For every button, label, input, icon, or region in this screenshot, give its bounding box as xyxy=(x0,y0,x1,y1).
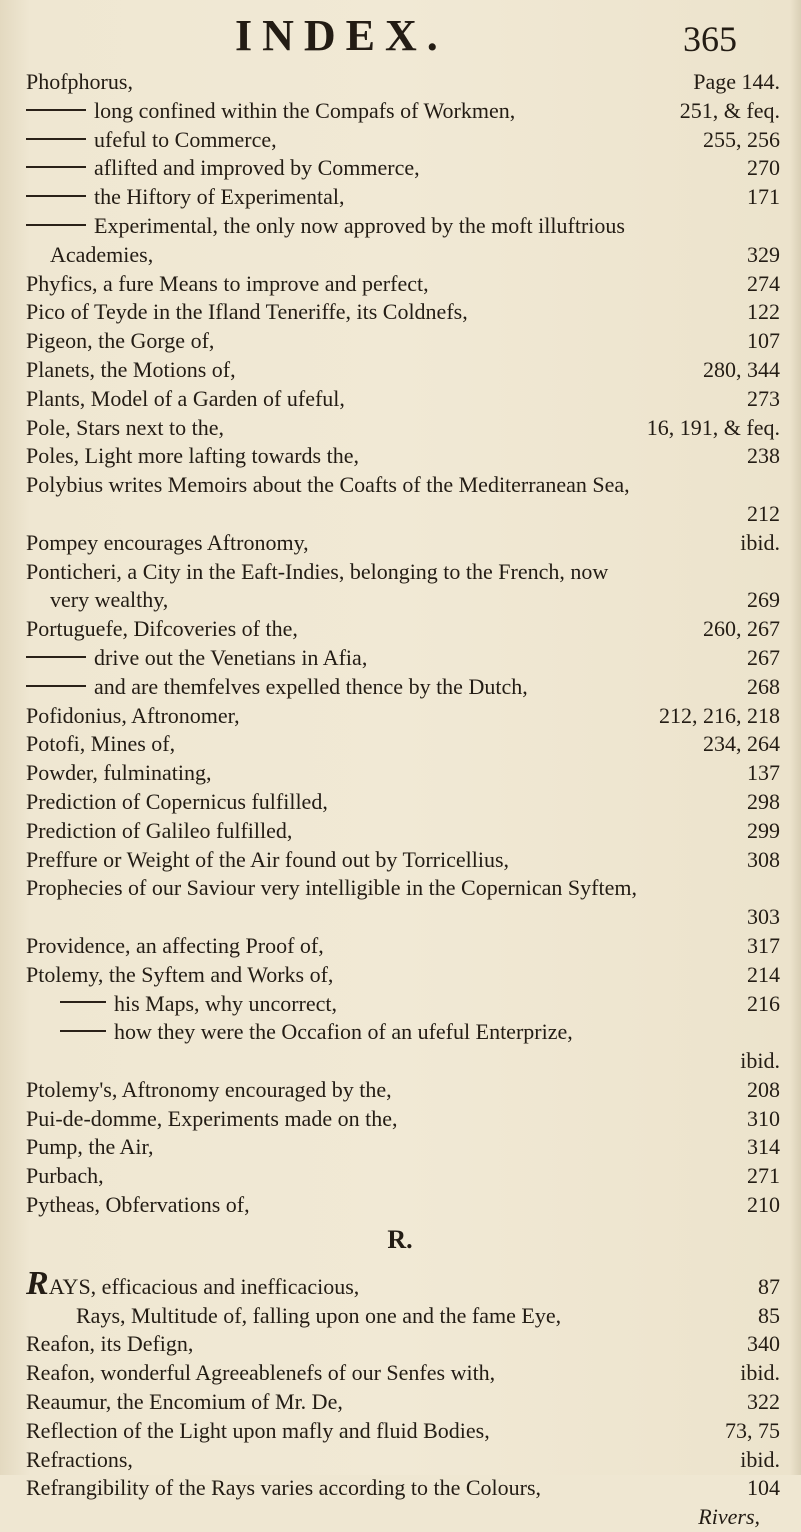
entry-page-ref: ibid. xyxy=(740,1446,780,1472)
entry-text xyxy=(20,673,737,702)
entry-text xyxy=(20,932,737,961)
entry-page-ref: 212 xyxy=(747,500,780,526)
entry-text xyxy=(20,644,737,673)
entry-label: ufeful to Commerce, xyxy=(94,126,277,152)
entry-text xyxy=(20,615,693,644)
index-entry xyxy=(20,212,780,241)
entry-label: his Maps, why uncorrect, xyxy=(114,990,338,1016)
index-entry xyxy=(20,1417,780,1446)
entry-page-ref: 322 xyxy=(747,1389,780,1415)
entry-page-ref: 340 xyxy=(747,1331,780,1357)
entry-label: Purbach, xyxy=(26,1163,104,1189)
entry-label: Pompey encourages Aftronomy, xyxy=(26,529,309,555)
entry-label: Reafon, its Defign, xyxy=(26,1331,194,1357)
entry-label: Pytheas, Obfervations of, xyxy=(26,1192,250,1218)
entry-text xyxy=(20,846,737,875)
index-entry xyxy=(20,500,780,529)
entry-label: AYS, efficacious and inefficacious, xyxy=(48,1273,360,1299)
entry-page-ref: 212, 216, 218 xyxy=(659,702,780,728)
entry-label: Prediction of Galileo fulfilled, xyxy=(26,817,293,843)
entry-text xyxy=(20,961,737,990)
entry-page-ref: 104 xyxy=(747,1475,780,1501)
entry-label: Pole, Stars next to the, xyxy=(26,414,224,440)
entry-text xyxy=(20,68,683,97)
entry-label: Pofidonius, Aftronomer, xyxy=(26,702,240,728)
entry-page-ref: 85 xyxy=(758,1302,780,1328)
entry-text xyxy=(20,529,730,558)
entry-text xyxy=(20,730,693,759)
entry-text xyxy=(20,212,770,241)
index-entry xyxy=(20,356,780,385)
entry-label: Powder, fulminating, xyxy=(26,760,212,786)
index-entry xyxy=(20,558,780,587)
index-entry xyxy=(20,414,780,443)
entry-text xyxy=(20,154,737,183)
index-entry xyxy=(20,702,780,731)
entry-page-ref: 216 xyxy=(747,990,780,1016)
index-entry xyxy=(20,1302,780,1331)
index-entry xyxy=(20,961,780,990)
entry-text xyxy=(20,759,737,788)
entry-text xyxy=(20,241,737,270)
ditto-dash xyxy=(26,685,86,687)
entry-text xyxy=(20,1302,748,1331)
entry-text xyxy=(20,97,670,126)
running-title: INDEX. xyxy=(235,11,448,60)
entry-page-ref: 270 xyxy=(747,155,780,181)
entry-page-ref: 73, 75 xyxy=(725,1417,780,1443)
index-entry xyxy=(20,1162,780,1191)
entry-label: Providence, an affecting Proof of, xyxy=(26,932,324,958)
index-entry xyxy=(20,270,780,299)
entry-label: drive out the Venetians in Afia, xyxy=(94,644,368,670)
entry-text xyxy=(20,270,737,299)
entry-text xyxy=(20,356,693,385)
entry-page-ref: 208 xyxy=(747,1076,780,1102)
catchword xyxy=(20,1503,780,1532)
index-entry xyxy=(20,154,780,183)
entry-text xyxy=(20,1018,770,1047)
entry-label: Portuguefe, Difcoveries of the, xyxy=(26,616,298,642)
entry-text xyxy=(20,1191,737,1220)
index-entry xyxy=(20,1388,780,1417)
index-entry xyxy=(20,1446,780,1475)
ditto-dash xyxy=(26,195,86,197)
index-entry xyxy=(20,730,780,759)
entry-label: the Hiftory of Experimental, xyxy=(94,184,345,210)
entry-text xyxy=(20,471,770,500)
entry-page-ref: 122 xyxy=(747,299,780,325)
index-entry xyxy=(20,385,780,414)
entry-text xyxy=(20,414,637,443)
entry-text xyxy=(20,1359,730,1388)
index-entry xyxy=(20,241,780,270)
entry-page-ref: ibid. xyxy=(740,1048,780,1074)
index-entry xyxy=(20,97,780,126)
entry-text xyxy=(20,126,693,155)
entry-page-ref: 268 xyxy=(747,673,780,699)
index-entry xyxy=(20,586,780,615)
entry-page-ref: 314 xyxy=(747,1134,780,1160)
index-entry xyxy=(20,1076,780,1105)
entry-page-ref: 329 xyxy=(747,241,780,267)
entry-page-ref: 210 xyxy=(747,1192,780,1218)
entry-label: Poles, Light more lafting towards the, xyxy=(26,443,359,469)
entry-text xyxy=(20,1446,730,1475)
entry-text xyxy=(20,702,649,731)
entry-page-ref: 308 xyxy=(747,846,780,872)
index-entry xyxy=(20,1133,780,1162)
entry-page-ref: ibid. xyxy=(740,1360,780,1386)
entry-text xyxy=(20,327,737,356)
index-entry xyxy=(20,788,780,817)
entry-page-ref: 171 xyxy=(747,184,780,210)
index-entry xyxy=(20,327,780,356)
entry-label: very wealthy, xyxy=(50,587,169,613)
index-entry xyxy=(20,932,780,961)
index-entry xyxy=(20,1018,780,1047)
entry-page-ref: 280, 344 xyxy=(703,356,780,382)
entry-text xyxy=(20,1388,737,1417)
entry-label: Pico of Teyde in the Ifland Teneriffe, its Coldnefs, xyxy=(26,299,468,325)
entry-label: Reafon, wonderful Agreeablenefs of our Senfes with, xyxy=(26,1360,496,1386)
index-entry xyxy=(20,298,780,327)
entry-text xyxy=(20,788,737,817)
entry-label: how they were the Occafion of an ufeful Enterprize, xyxy=(114,1019,573,1045)
index-entry xyxy=(20,874,780,903)
entry-page-ref: 260, 267 xyxy=(703,616,780,642)
entry-page-ref: 299 xyxy=(747,817,780,843)
entry-label: Phyfics, a fure Means to improve and perfect, xyxy=(26,270,429,296)
entry-label: Reflection of the Light upon mafly and fluid Bodies, xyxy=(26,1417,490,1443)
entry-label: Potofi, Mines of, xyxy=(26,731,176,757)
entry-label: Prophecies of our Saviour very intelligible in the Copernican Syftem, xyxy=(26,875,637,901)
entry-label: Phofphorus, xyxy=(26,69,133,94)
entry-page-ref: 273 xyxy=(747,385,780,411)
index-entry xyxy=(20,817,780,846)
entry-label: Pigeon, the Gorge of, xyxy=(26,328,215,354)
entry-page-ref: 269 xyxy=(747,587,780,613)
entry-label: Refractions, xyxy=(26,1446,133,1472)
entry-text xyxy=(20,1330,737,1359)
index-entries xyxy=(20,68,780,1532)
entry-text xyxy=(20,874,770,903)
entry-text xyxy=(20,990,737,1019)
entry-text xyxy=(20,385,737,414)
entry-page-ref: 107 xyxy=(747,328,780,354)
entry-page-ref: 16, 191, & feq. xyxy=(646,414,780,440)
entry-label: Rays, Multitude of, falling upon one and the fame Eye, xyxy=(76,1302,562,1328)
entry-label: aflifted and improved by Commerce, xyxy=(94,155,420,181)
entry-text xyxy=(20,586,737,615)
entry-label: Pui-de-domme, Experiments made on the, xyxy=(26,1105,398,1131)
entry-label: Ptolemy's, Aftronomy encouraged by the, xyxy=(26,1076,392,1102)
entry-text xyxy=(20,1417,715,1446)
entry-page-ref: 87 xyxy=(758,1273,780,1299)
index-entry xyxy=(20,990,780,1019)
entry-label: Experimental, the only now approved by the moft illuftrious xyxy=(94,212,625,238)
entry-page-ref: ibid. xyxy=(740,529,780,555)
entry-text xyxy=(20,1270,748,1302)
ditto-dash xyxy=(26,224,86,226)
index-entry xyxy=(20,673,780,702)
index-entry xyxy=(20,471,780,500)
index-entry xyxy=(20,1105,780,1134)
entry-page-ref: 317 xyxy=(747,932,780,958)
index-entry xyxy=(20,615,780,644)
entry-label: Preffure or Weight of the Air found out by Torricellius, xyxy=(26,846,510,872)
entry-label: and are themfelves expelled thence by the Dutch, xyxy=(94,673,528,699)
entry-label: Reaumur, the Encomium of Mr. De, xyxy=(26,1389,343,1415)
entry-text xyxy=(20,817,737,846)
entry-text xyxy=(20,442,737,471)
entry-label: long confined within the Compafs of Workmen, xyxy=(94,97,516,123)
entry-text xyxy=(20,1076,737,1105)
index-entry xyxy=(20,644,780,673)
index-entry xyxy=(20,442,780,471)
index-entry xyxy=(20,1047,780,1076)
entry-page-ref: 251, & feq. xyxy=(679,97,780,123)
index-entry xyxy=(20,903,780,932)
entry-page-ref: 238 xyxy=(747,443,780,469)
entry-text xyxy=(20,183,737,212)
ditto-dash xyxy=(26,138,86,140)
entry-page-ref: 234, 264 xyxy=(703,731,780,757)
entry-text xyxy=(20,1133,737,1162)
ditto-dash xyxy=(26,109,86,111)
entry-page-ref: 274 xyxy=(747,270,780,296)
entry-page-ref: 214 xyxy=(747,961,780,987)
index-entry xyxy=(20,1270,780,1302)
index-entry xyxy=(20,126,780,155)
entry-label: Academies, xyxy=(50,241,154,267)
ditto-dash xyxy=(26,656,86,658)
index-entry xyxy=(20,529,780,558)
index-entry xyxy=(20,846,780,875)
index-entry xyxy=(20,1474,780,1503)
entry-text xyxy=(20,1474,737,1503)
catchword-text: Rivers, xyxy=(698,1504,760,1530)
index-entry xyxy=(20,68,780,97)
index-entry xyxy=(20,1359,780,1388)
index-entry xyxy=(20,1191,780,1220)
entry-label: Planets, the Motions of, xyxy=(26,356,236,382)
entry-page-ref: 137 xyxy=(747,760,780,786)
index-entry xyxy=(20,183,780,212)
entry-text xyxy=(20,1105,737,1134)
ditto-dash xyxy=(60,1001,106,1003)
entry-label: Pump, the Air, xyxy=(26,1134,154,1160)
entry-label: Plants, Model of a Garden of ufeful, xyxy=(26,385,345,411)
entry-label: Ptolemy, the Syftem and Works of, xyxy=(26,961,334,987)
entry-page-ref: 310 xyxy=(747,1105,780,1131)
entry-page-ref: 267 xyxy=(747,644,780,670)
entry-label: Prediction of Copernicus fulfilled, xyxy=(26,788,328,814)
drop-cap: R xyxy=(26,1269,49,1302)
page-number: 365 xyxy=(683,19,737,59)
entry-text xyxy=(20,298,737,327)
entry-page-ref: 303 xyxy=(747,904,780,930)
entry-page-ref: 271 xyxy=(747,1163,780,1189)
ditto-dash xyxy=(60,1030,106,1032)
entry-page-ref: 255, 256 xyxy=(703,126,780,152)
entry-text xyxy=(20,1162,737,1191)
index-entry xyxy=(20,759,780,788)
page-header xyxy=(0,6,801,66)
index-entry xyxy=(20,1330,780,1359)
entry-page-ref: 298 xyxy=(747,788,780,814)
ditto-dash xyxy=(26,166,86,168)
section-letter: R. xyxy=(387,1224,413,1254)
entry-page-ref: Page 144. xyxy=(693,69,780,94)
entry-label: Polybius writes Memoirs about the Coafts of the Mediterranean Sea, xyxy=(26,472,630,498)
entry-label: Ponticheri, a City in the Eaft-Indies, belonging to the French, now xyxy=(26,558,609,584)
entry-label: Refrangibility of the Rays varies according to the Colours, xyxy=(26,1475,542,1501)
entry-text xyxy=(20,558,770,587)
